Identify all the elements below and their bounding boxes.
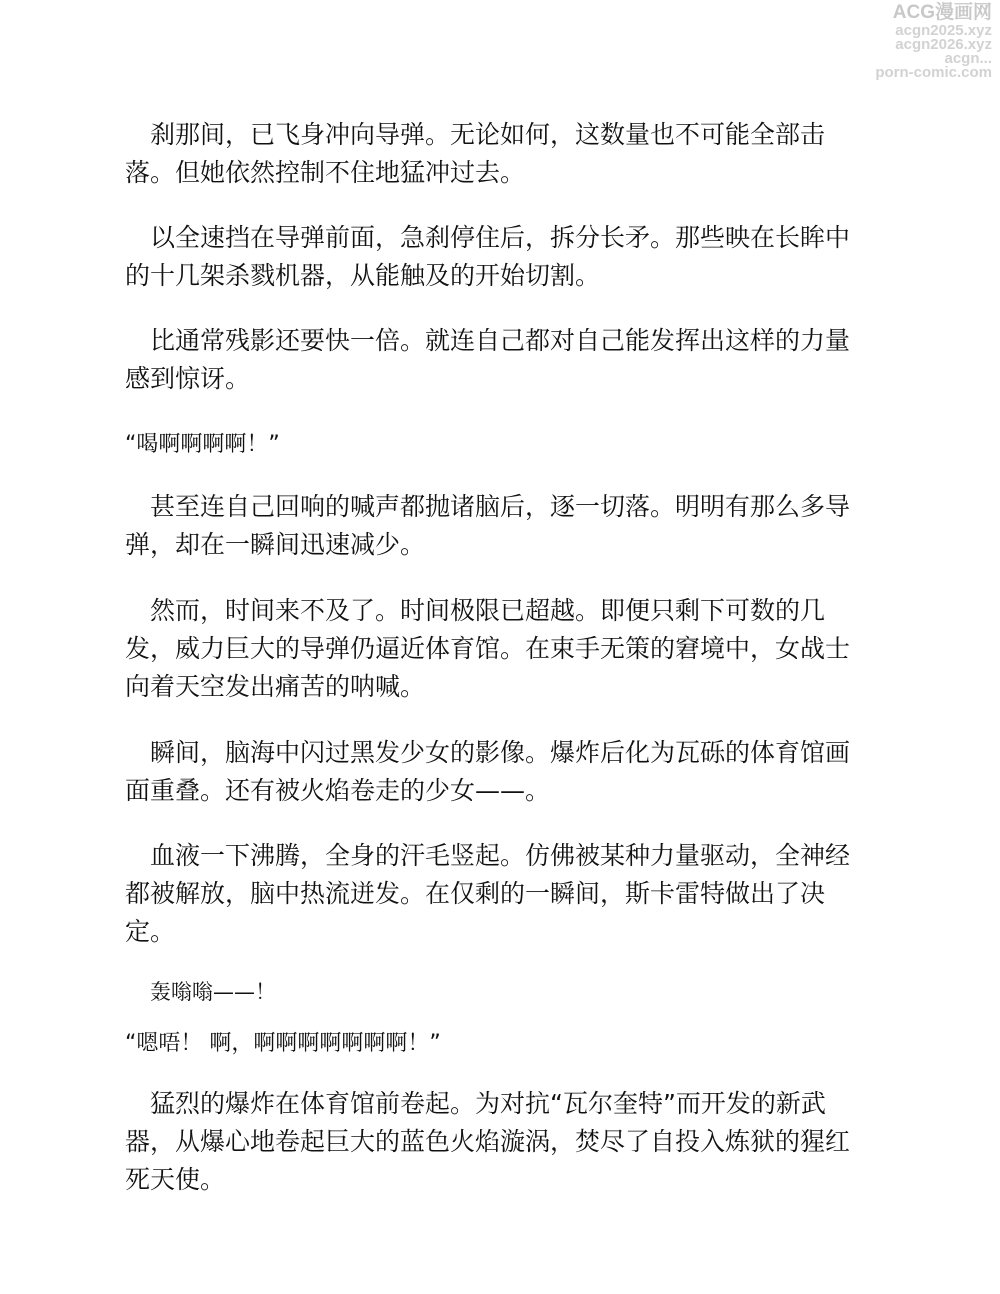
watermark-title: ACG漫画网	[892, 2, 992, 23]
paragraph-charge: 刹那间，已飞身冲向导弹。无论如何，这数量也不可能全部击落。但她依然控制不住地猛冲过去。	[125, 120, 826, 187]
novel-page-body	[125, 116, 870, 1199]
paragraph-time-limit: 然而，时间来不及了。时间极限已超越。即便只剩下可数的几发，威力巨大的导弹仍逼近体育馆。在束手无策的窘境中，女战士向着天空发出痛苦的呐喊。	[125, 596, 851, 701]
paragraph-decision: 血液一下沸腾，全身的汗毛竖起。仿佛被某种力量驱动，全神经都被解放，脑中热流迸发。在仅剩的一瞬间，斯卡雷特做出了决定。	[125, 841, 851, 946]
sound-effect: 轰嗡嗡——！	[150, 980, 276, 1004]
dialogue-scream: “嗯唔！ 啊，啊啊啊啊啊啊啊！”	[125, 1031, 441, 1056]
paragraph-spear-split: 以全速挡在导弹前面，急刹停住后，拆分长矛。那些映在长眸中的十几架杀戮机器，从能触及的开始切割。	[125, 223, 851, 290]
watermark-url: porn-comic.com	[875, 64, 992, 81]
dialogue-battle-cry: “喝啊啊啊啊！”	[125, 432, 280, 457]
site-watermark	[852, 2, 992, 80]
paragraph-explosion: 猛烈的爆炸在体育馆前卷起。为对抗“瓦尔奎特”而开发的新武器，从爆心地卷起巨大的蓝色火焰漩涡，焚尽了自投入炼狱的猩红死天使。	[125, 1089, 851, 1194]
watermark-url: acgn2025.xyz	[895, 22, 992, 39]
paragraph-speed: 比通常残影还要快一倍。就连自己都对自己能发挥出这样的力量感到惊讶。	[125, 326, 851, 393]
watermark-url: acgn2026.xyz	[895, 36, 992, 53]
paragraph-flashback: 瞬间，脑海中闪过黑发少女的影像。爆炸后化为瓦砾的体育馆画面重叠。还有被火焰卷走的少女——。	[125, 738, 851, 805]
paragraph-cutting: 甚至连自己回响的喊声都抛诸脑后，逐一切落。明明有那么多导弹，却在一瞬间迅速减少。	[125, 492, 851, 559]
watermark-url: acgn...	[944, 50, 992, 67]
